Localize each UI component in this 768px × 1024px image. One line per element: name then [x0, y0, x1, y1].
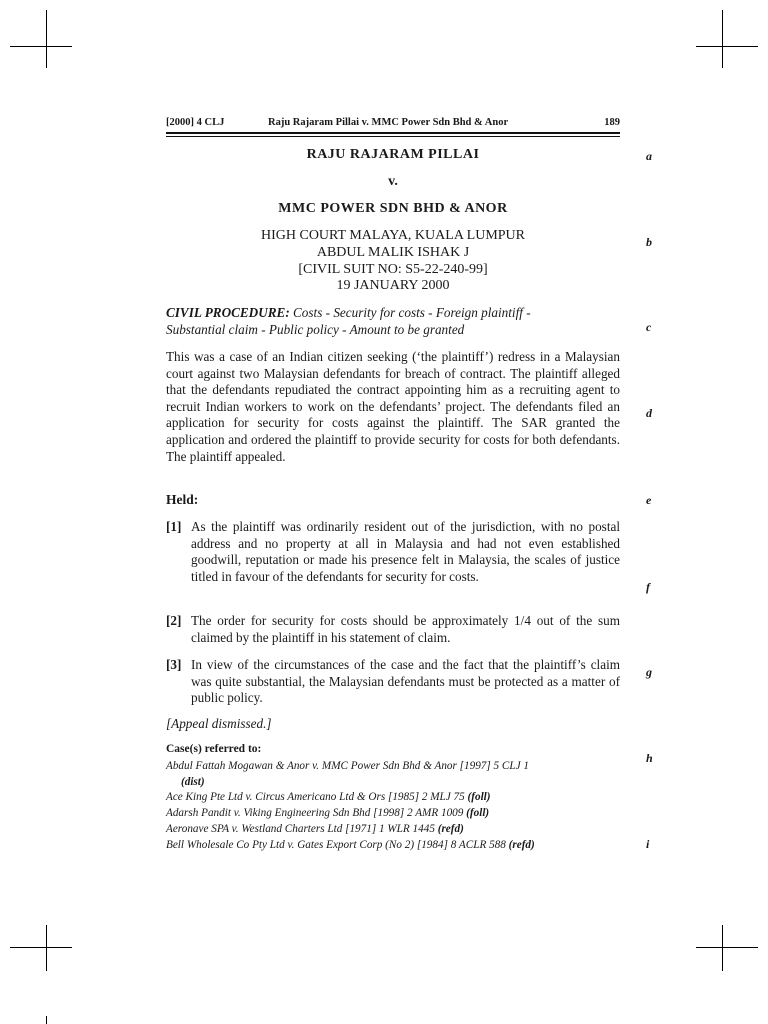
case-treatment: (foll) [466, 807, 490, 819]
crop-mark [46, 1016, 47, 1024]
catchwords-label: CIVIL PROCEDURE: [166, 305, 290, 320]
crop-mark [46, 925, 47, 971]
case-citation: Adarsh Pandit v. Viking Engineering Sdn Bhd [1998] 2 AMR 1009 [166, 807, 464, 819]
versus: v. [388, 174, 398, 189]
margin-marker: e [646, 493, 652, 507]
held-text: In view of the circumstances of the case and the fact that the plaintiff’s claim was quite substantial, the Malaysian defendants must be protected as a matter of public policy. [191, 657, 620, 706]
held-number: [1] [166, 519, 182, 534]
judgment-date: 19 JANUARY 2000 [336, 278, 450, 293]
margin-marker: d [646, 406, 652, 420]
held-item [166, 519, 620, 585]
case-treatment: (dist) [181, 776, 205, 788]
header-case-title: Raju Rajaram Pillai v. MMC Power Sdn Bhd & Anor [268, 117, 509, 128]
crop-mark [46, 10, 47, 68]
crop-mark [722, 10, 723, 68]
held-item [166, 657, 620, 707]
case-citation: Abdul Fattah Mogawan & Anor v. MMC Power Sdn Bhd & Anor [1997] 5 CLJ 1 [166, 760, 529, 772]
margin-marker: f [646, 580, 650, 594]
case-summary: This was a case of an Indian citizen seeking (‘the plaintiff’) redress in a Malaysian court against two Malaysian defendants for breach of contract. The plaintiff alleged that the defendants repudiated the contract appointing him as a recruiting agent to recruit Indian workers to work on the defendants’ project. The defendants filed an application for security for costs against the plaintiff. The SAR granted the application and ordered the plaintiff to provide security for costs for both defendants. The plaintiff appealed. [166, 349, 620, 464]
case-reference [166, 789, 626, 805]
case-reference [166, 805, 626, 821]
margin-marker: a [646, 149, 652, 163]
court-name: HIGH COURT MALAYA, KUALA LUMPUR [260, 228, 526, 243]
margin-marker: g [646, 665, 652, 679]
catchwords-line2: Substantial claim - Public policy - Amount to be granted [166, 321, 465, 337]
case-treatment: (refd) [437, 823, 464, 835]
margin-marker: c [646, 320, 652, 334]
crop-mark [10, 46, 72, 47]
case-reference [166, 837, 626, 853]
margin-marker: i [646, 837, 650, 851]
case-reference [166, 758, 626, 790]
catchwords-line1: Costs - Security for costs - Foreign plaintiff - [293, 305, 531, 320]
header-citation: [2000] 4 CLJ [166, 117, 225, 128]
held-number: [2] [166, 613, 182, 628]
held-number: [3] [166, 657, 182, 672]
held-text: The order for security for costs should be approximately 1/4 out of the sum claimed by the plaintiff in his statement of claim. [191, 613, 620, 645]
case-treatment: (foll) [467, 791, 491, 803]
crop-mark [722, 925, 723, 971]
judge-name: ABDUL MALIK ISHAK J [316, 245, 470, 260]
cases-referred-heading: Case(s) referred to: [166, 743, 262, 755]
header-page-number: 189 [604, 117, 620, 128]
suit-number: [CIVIL SUIT NO: S5-22-240-99] [298, 262, 488, 277]
plaintiff-name: RAJU RAJARAM PILLAI [306, 147, 480, 162]
case-treatment: (refd) [508, 839, 535, 851]
case-citation: Ace King Pte Ltd v. Circus Americano Ltd & Ors [1985] 2 MLJ 75 [166, 791, 465, 803]
catchwords [166, 305, 620, 338]
header-rule [166, 136, 620, 137]
held-text: As the plaintiff was ordinarily resident out of the jurisdiction, with no postal address and no property at all in Malaysia and had not even established goodwill, reputation or made his presence felt in Malaysia, the scales of justice titled in favour of the defendants for security for costs. [191, 519, 620, 584]
header-rule [166, 132, 620, 134]
held-item [166, 613, 620, 646]
margin-marker: h [646, 751, 653, 765]
case-reference [166, 821, 626, 837]
case-citation: Aeronave SPA v. Westland Charters Ltd [1971] 1 WLR 1445 [166, 823, 435, 835]
crop-mark [696, 947, 758, 948]
case-citation: Bell Wholesale Co Pty Ltd v. Gates Export Corp (No 2) [1984] 8 ACLR 588 [166, 839, 506, 851]
disposition: [Appeal dismissed.] [166, 716, 272, 731]
margin-marker: b [646, 235, 652, 249]
held-heading: Held: [166, 492, 199, 507]
defendant-name: MMC POWER SDN BHD & ANOR [278, 201, 508, 216]
crop-mark [696, 46, 758, 47]
running-header [166, 117, 620, 131]
crop-mark [10, 947, 72, 948]
